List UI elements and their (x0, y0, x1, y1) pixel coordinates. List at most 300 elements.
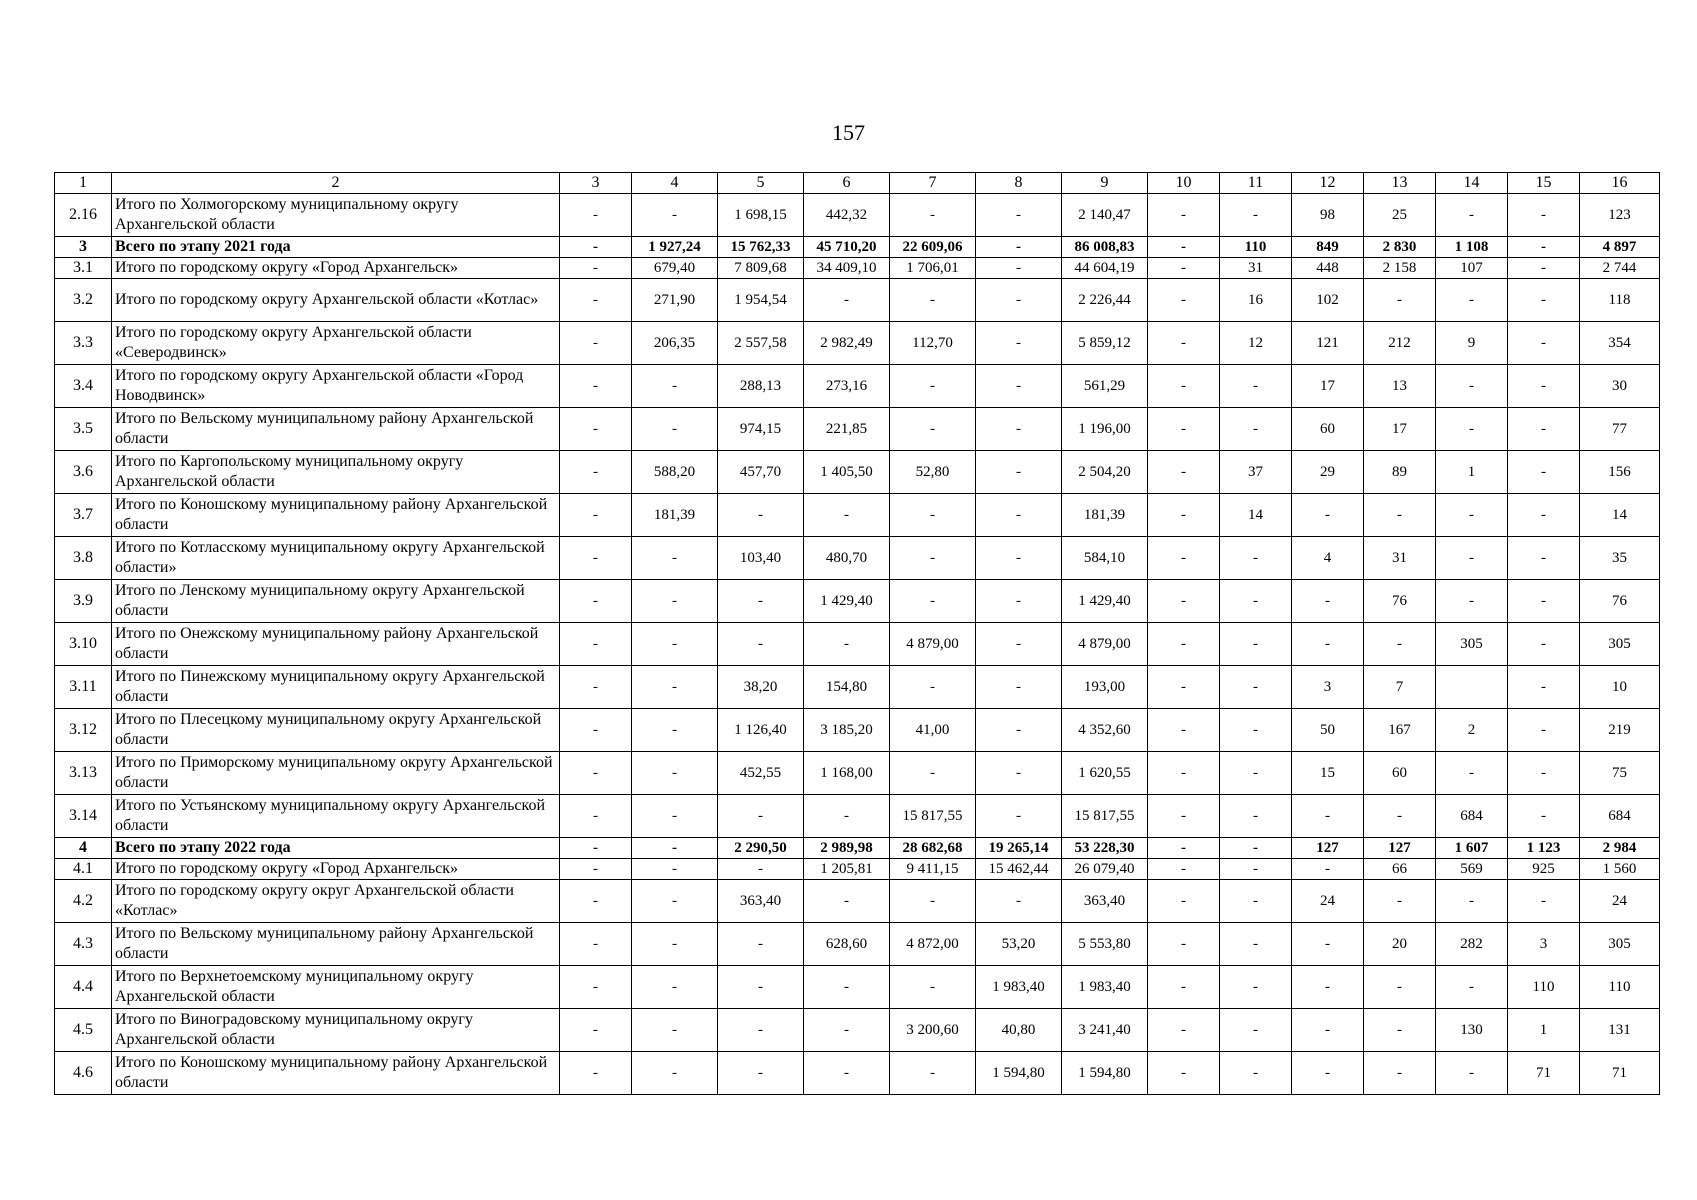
value-cell: 1 983,40 (1062, 966, 1148, 1009)
value-cell: 2 744 (1580, 258, 1660, 279)
value-cell: - (976, 666, 1062, 709)
value-cell: - (560, 880, 632, 923)
value-cell: 17 (1292, 365, 1364, 408)
value-cell: 1 405,50 (804, 451, 890, 494)
row-number-cell: 3.5 (55, 408, 112, 451)
value-cell: 1 560 (1580, 859, 1660, 880)
value-cell: 448 (1292, 258, 1364, 279)
value-cell: 15 817,55 (890, 795, 976, 838)
row-number-cell: 4.1 (55, 859, 112, 880)
table-row (55, 408, 1660, 451)
value-cell: - (560, 365, 632, 408)
value-cell: 219 (1580, 709, 1660, 752)
row-number-cell: 3.12 (55, 709, 112, 752)
value-cell: 442,32 (804, 194, 890, 237)
value-cell: 363,40 (718, 880, 804, 923)
value-cell: - (976, 451, 1062, 494)
value-cell: - (560, 537, 632, 580)
value-cell: - (804, 494, 890, 537)
value-cell: 89 (1364, 451, 1436, 494)
value-cell: - (1508, 365, 1580, 408)
value-cell: - (632, 838, 718, 859)
value-cell: - (1292, 859, 1364, 880)
value-cell: - (976, 537, 1062, 580)
value-cell: - (804, 880, 890, 923)
value-cell: 679,40 (632, 258, 718, 279)
value-cell: 19 265,14 (976, 838, 1062, 859)
value-cell: - (976, 322, 1062, 365)
table-row (55, 966, 1660, 1009)
value-cell: 76 (1364, 580, 1436, 623)
value-cell: - (890, 580, 976, 623)
value-cell: 98 (1292, 194, 1364, 237)
table-row (55, 709, 1660, 752)
value-cell: 41,00 (890, 709, 976, 752)
value-cell: 1 620,55 (1062, 752, 1148, 795)
value-cell: - (1148, 408, 1220, 451)
value-cell: - (1436, 279, 1508, 322)
row-number-cell: 3.13 (55, 752, 112, 795)
value-cell: - (632, 194, 718, 237)
value-cell: 212 (1364, 322, 1436, 365)
value-cell: - (1364, 279, 1436, 322)
value-cell: 9 411,15 (890, 859, 976, 880)
row-name-cell: Итого по Вельскому муниципальному району Архангельской области (112, 408, 560, 451)
row-name-cell: Всего по этапу 2021 года (112, 237, 560, 258)
value-cell: 684 (1580, 795, 1660, 838)
value-cell: - (632, 1052, 718, 1095)
value-cell: 4 879,00 (1062, 623, 1148, 666)
value-cell: 1 954,54 (718, 279, 804, 322)
column-number-cell: 16 (1580, 173, 1660, 194)
table-row (55, 537, 1660, 580)
value-cell: 193,00 (1062, 666, 1148, 709)
row-number-cell: 3.14 (55, 795, 112, 838)
value-cell: 2 504,20 (1062, 451, 1148, 494)
value-cell: - (1220, 623, 1292, 666)
value-cell: - (1148, 752, 1220, 795)
row-number-cell: 4.2 (55, 880, 112, 923)
value-cell: 288,13 (718, 365, 804, 408)
value-cell: - (632, 752, 718, 795)
value-cell: - (1220, 709, 1292, 752)
value-cell: - (1508, 709, 1580, 752)
row-number-cell: 4.5 (55, 1009, 112, 1052)
value-cell: - (1508, 279, 1580, 322)
value-cell: - (718, 494, 804, 537)
value-cell: 181,39 (632, 494, 718, 537)
row-number-cell: 3 (55, 237, 112, 258)
value-cell: 3 185,20 (804, 709, 890, 752)
value-cell: 2 158 (1364, 258, 1436, 279)
value-cell: - (1148, 537, 1220, 580)
value-cell: - (1508, 580, 1580, 623)
table-row (55, 752, 1660, 795)
value-cell: 282 (1436, 923, 1508, 966)
row-name-cell: Итого по Плесецкому муниципальному округу Архангельской области (112, 709, 560, 752)
value-cell: 14 (1220, 494, 1292, 537)
table-row (55, 451, 1660, 494)
value-cell: 4 872,00 (890, 923, 976, 966)
value-cell: - (1148, 1009, 1220, 1052)
column-number-cell: 11 (1220, 173, 1292, 194)
value-cell: 1 108 (1436, 237, 1508, 258)
value-cell: - (560, 859, 632, 880)
value-cell: - (1436, 966, 1508, 1009)
value-cell: - (1364, 494, 1436, 537)
value-cell: - (718, 1052, 804, 1095)
value-cell: - (976, 258, 1062, 279)
value-cell: 25 (1364, 194, 1436, 237)
value-cell: 1 126,40 (718, 709, 804, 752)
value-cell: - (560, 838, 632, 859)
value-cell: 12 (1220, 322, 1292, 365)
value-cell: 75 (1580, 752, 1660, 795)
value-cell: 1 429,40 (804, 580, 890, 623)
value-cell: - (1148, 623, 1220, 666)
value-cell: - (560, 795, 632, 838)
value-cell (1436, 666, 1508, 709)
value-cell: 60 (1292, 408, 1364, 451)
row-name-cell: Итого по Приморскому муниципальному округу Архангельской области (112, 752, 560, 795)
value-cell: - (1148, 194, 1220, 237)
value-cell: 588,20 (632, 451, 718, 494)
value-cell: - (804, 1052, 890, 1095)
value-cell: 131 (1580, 1009, 1660, 1052)
value-cell: - (1220, 365, 1292, 408)
column-number-cell: 4 (632, 173, 718, 194)
value-cell: - (1508, 237, 1580, 258)
table-row (55, 923, 1660, 966)
value-cell: - (890, 537, 976, 580)
value-cell: 1 594,80 (976, 1052, 1062, 1095)
value-cell: - (560, 1009, 632, 1052)
value-cell: 2 830 (1364, 237, 1436, 258)
value-cell: - (890, 194, 976, 237)
row-number-cell: 3.10 (55, 623, 112, 666)
value-cell: 271,90 (632, 279, 718, 322)
value-cell: - (976, 752, 1062, 795)
table-total-row (55, 237, 1660, 258)
value-cell: - (1508, 752, 1580, 795)
value-cell: 7 809,68 (718, 258, 804, 279)
value-cell: - (1436, 752, 1508, 795)
value-cell: - (976, 623, 1062, 666)
value-cell: 457,70 (718, 451, 804, 494)
row-name-cell: Итого по Виноградовскому муниципальному округу Архангельской области (112, 1009, 560, 1052)
value-cell: 110 (1220, 237, 1292, 258)
value-cell: 9 (1436, 322, 1508, 365)
value-cell: - (890, 1052, 976, 1095)
value-cell: - (718, 580, 804, 623)
value-cell: - (890, 279, 976, 322)
value-cell: - (890, 666, 976, 709)
table-row (55, 623, 1660, 666)
row-name-cell: Итого по Верхнетоемскому муниципальному округу Архангельской области (112, 966, 560, 1009)
value-cell: - (976, 279, 1062, 322)
value-cell: 4 (1292, 537, 1364, 580)
value-cell: - (976, 365, 1062, 408)
value-cell: 30 (1580, 365, 1660, 408)
value-cell: 2 557,58 (718, 322, 804, 365)
value-cell: - (804, 966, 890, 1009)
value-cell: - (1508, 258, 1580, 279)
row-number-cell: 3.1 (55, 258, 112, 279)
value-cell: - (1508, 451, 1580, 494)
value-cell: 452,55 (718, 752, 804, 795)
row-number-cell: 3.4 (55, 365, 112, 408)
value-cell: 1 (1436, 451, 1508, 494)
value-cell: 28 682,68 (890, 838, 976, 859)
column-number-cell: 3 (560, 173, 632, 194)
value-cell: 974,15 (718, 408, 804, 451)
value-cell: 1 698,15 (718, 194, 804, 237)
value-cell: - (976, 237, 1062, 258)
row-name-cell: Итого по городскому округу округ Архангельской области «Котлас» (112, 880, 560, 923)
value-cell: 3 241,40 (1062, 1009, 1148, 1052)
value-cell: - (976, 795, 1062, 838)
table-row (55, 859, 1660, 880)
value-cell: 305 (1436, 623, 1508, 666)
value-cell: 7 (1364, 666, 1436, 709)
value-cell: 221,85 (804, 408, 890, 451)
value-cell: - (1148, 880, 1220, 923)
row-name-cell: Итого по городскому округу «Город Архангельск» (112, 859, 560, 880)
value-cell: - (632, 966, 718, 1009)
value-cell: 45 710,20 (804, 237, 890, 258)
row-number-cell: 4.4 (55, 966, 112, 1009)
value-cell: - (1508, 880, 1580, 923)
value-cell: - (1508, 537, 1580, 580)
value-cell: - (1436, 365, 1508, 408)
value-cell: 925 (1508, 859, 1580, 880)
value-cell: 1 196,00 (1062, 408, 1148, 451)
row-number-cell: 3.2 (55, 279, 112, 322)
row-number-cell: 3.11 (55, 666, 112, 709)
value-cell: 44 604,19 (1062, 258, 1148, 279)
value-cell: - (1220, 923, 1292, 966)
value-cell: - (718, 795, 804, 838)
value-cell: 2 982,49 (804, 322, 890, 365)
value-cell: - (1220, 1009, 1292, 1052)
value-cell: - (1292, 580, 1364, 623)
value-cell: - (718, 623, 804, 666)
value-cell: 1 205,81 (804, 859, 890, 880)
value-cell: - (1148, 859, 1220, 880)
value-cell: 154,80 (804, 666, 890, 709)
value-cell: - (1364, 623, 1436, 666)
value-cell: - (560, 666, 632, 709)
value-cell: 181,39 (1062, 494, 1148, 537)
value-cell: 16 (1220, 279, 1292, 322)
value-cell: 34 409,10 (804, 258, 890, 279)
value-cell: - (1364, 966, 1436, 1009)
value-cell: - (632, 859, 718, 880)
value-cell: 14 (1580, 494, 1660, 537)
value-cell: 3 200,60 (890, 1009, 976, 1052)
value-cell: - (1148, 451, 1220, 494)
value-cell: 5 553,80 (1062, 923, 1148, 966)
value-cell: 103,40 (718, 537, 804, 580)
value-cell: 31 (1364, 537, 1436, 580)
value-cell: - (1220, 859, 1292, 880)
row-name-cell: Итого по городскому округу Архангельской области «Город Новодвинск» (112, 365, 560, 408)
value-cell: 71 (1508, 1052, 1580, 1095)
value-cell: - (560, 451, 632, 494)
value-cell: - (1436, 494, 1508, 537)
value-cell: 4 352,60 (1062, 709, 1148, 752)
value-cell: - (718, 1009, 804, 1052)
value-cell: 2 (1436, 709, 1508, 752)
value-cell: 2 226,44 (1062, 279, 1148, 322)
value-cell: 305 (1580, 923, 1660, 966)
value-cell: - (560, 322, 632, 365)
table-row (55, 580, 1660, 623)
value-cell: - (804, 1009, 890, 1052)
value-cell: - (560, 279, 632, 322)
value-cell: 20 (1364, 923, 1436, 966)
value-cell: - (976, 709, 1062, 752)
value-cell: 71 (1580, 1052, 1660, 1095)
table-row (55, 258, 1660, 279)
value-cell: - (976, 194, 1062, 237)
value-cell: 77 (1580, 408, 1660, 451)
row-number-cell: 3.9 (55, 580, 112, 623)
row-number-cell: 3.6 (55, 451, 112, 494)
value-cell: - (1508, 795, 1580, 838)
value-cell: 15 762,33 (718, 237, 804, 258)
value-cell: 480,70 (804, 537, 890, 580)
value-cell: 273,16 (804, 365, 890, 408)
column-number-cell: 6 (804, 173, 890, 194)
value-cell: 86 008,83 (1062, 237, 1148, 258)
value-cell: - (976, 408, 1062, 451)
value-cell: 1 706,01 (890, 258, 976, 279)
column-number-cell: 13 (1364, 173, 1436, 194)
value-cell: - (1148, 580, 1220, 623)
value-cell: 127 (1364, 838, 1436, 859)
value-cell: 3 (1292, 666, 1364, 709)
value-cell: 1 594,80 (1062, 1052, 1148, 1095)
value-cell: - (560, 408, 632, 451)
value-cell: 4 897 (1580, 237, 1660, 258)
value-cell: 156 (1580, 451, 1660, 494)
value-cell: 5 859,12 (1062, 322, 1148, 365)
page-number: 157 (832, 120, 865, 145)
value-cell: - (1220, 408, 1292, 451)
value-cell: - (1508, 494, 1580, 537)
value-cell: - (1148, 258, 1220, 279)
row-name-cell: Итого по Вельскому муниципальному району Архангельской области (112, 923, 560, 966)
value-cell: 24 (1292, 880, 1364, 923)
value-cell: - (976, 494, 1062, 537)
value-cell: - (1148, 237, 1220, 258)
value-cell: - (632, 795, 718, 838)
value-cell: - (1436, 408, 1508, 451)
value-cell: - (890, 494, 976, 537)
value-cell: 167 (1364, 709, 1436, 752)
row-name-cell: Итого по городскому округу Архангельской области «Котлас» (112, 279, 560, 322)
value-cell: - (560, 580, 632, 623)
value-cell: 2 140,47 (1062, 194, 1148, 237)
column-number-cell: 1 (55, 173, 112, 194)
table-row (55, 322, 1660, 365)
value-cell: - (1292, 923, 1364, 966)
value-cell: - (976, 580, 1062, 623)
row-name-cell: Всего по этапу 2022 года (112, 838, 560, 859)
value-cell: 53,20 (976, 923, 1062, 966)
column-number-cell: 7 (890, 173, 976, 194)
value-cell: 102 (1292, 279, 1364, 322)
value-cell: 38,20 (718, 666, 804, 709)
value-cell: 1 429,40 (1062, 580, 1148, 623)
table-row (55, 279, 1660, 322)
value-cell: 2 984 (1580, 838, 1660, 859)
value-cell: - (804, 623, 890, 666)
value-cell: 584,10 (1062, 537, 1148, 580)
value-cell: - (1148, 1052, 1220, 1095)
value-cell: - (1292, 966, 1364, 1009)
value-cell: - (718, 859, 804, 880)
value-cell: 569 (1436, 859, 1508, 880)
value-cell: - (1148, 923, 1220, 966)
value-cell: 112,70 (890, 322, 976, 365)
table-row (55, 365, 1660, 408)
value-cell: - (804, 279, 890, 322)
value-cell: 1 607 (1436, 838, 1508, 859)
row-name-cell: Итого по Каргопольскому муниципальному округу Архангельской области (112, 451, 560, 494)
value-cell: 10 (1580, 666, 1660, 709)
value-cell: 35 (1580, 537, 1660, 580)
column-number-cell: 14 (1436, 173, 1508, 194)
table-row (55, 1052, 1660, 1095)
column-number-cell: 12 (1292, 173, 1364, 194)
value-cell: - (1292, 623, 1364, 666)
value-cell: 60 (1364, 752, 1436, 795)
value-cell: - (718, 966, 804, 1009)
value-cell: - (1436, 1052, 1508, 1095)
value-cell: - (632, 709, 718, 752)
row-number-cell: 3.8 (55, 537, 112, 580)
value-cell: 17 (1364, 408, 1436, 451)
value-cell: 22 609,06 (890, 237, 976, 258)
value-cell: - (1364, 1052, 1436, 1095)
value-cell: 31 (1220, 258, 1292, 279)
value-cell: - (1220, 838, 1292, 859)
value-cell: - (1148, 666, 1220, 709)
value-cell: - (1436, 580, 1508, 623)
value-cell: 1 (1508, 1009, 1580, 1052)
table-row (55, 494, 1660, 537)
row-name-cell: Итого по Котласскому муниципальному округу Архангельской области» (112, 537, 560, 580)
value-cell: - (1148, 279, 1220, 322)
value-cell: 76 (1580, 580, 1660, 623)
value-cell: - (1220, 880, 1292, 923)
value-cell: 3 (1508, 923, 1580, 966)
column-number-cell: 10 (1148, 173, 1220, 194)
row-name-cell: Итого по Ленскому муниципальному округу Архангельской области (112, 580, 560, 623)
value-cell: - (890, 365, 976, 408)
value-cell: - (890, 408, 976, 451)
row-name-cell: Итого по Коношскому муниципальному району Архангельской области (112, 1052, 560, 1095)
column-number-cell: 5 (718, 173, 804, 194)
value-cell: 37 (1220, 451, 1292, 494)
value-cell: 29 (1292, 451, 1364, 494)
value-cell: - (560, 258, 632, 279)
row-name-cell: Итого по Онежскому муниципальному району Архангельской области (112, 623, 560, 666)
value-cell: - (890, 752, 976, 795)
value-cell: - (804, 795, 890, 838)
